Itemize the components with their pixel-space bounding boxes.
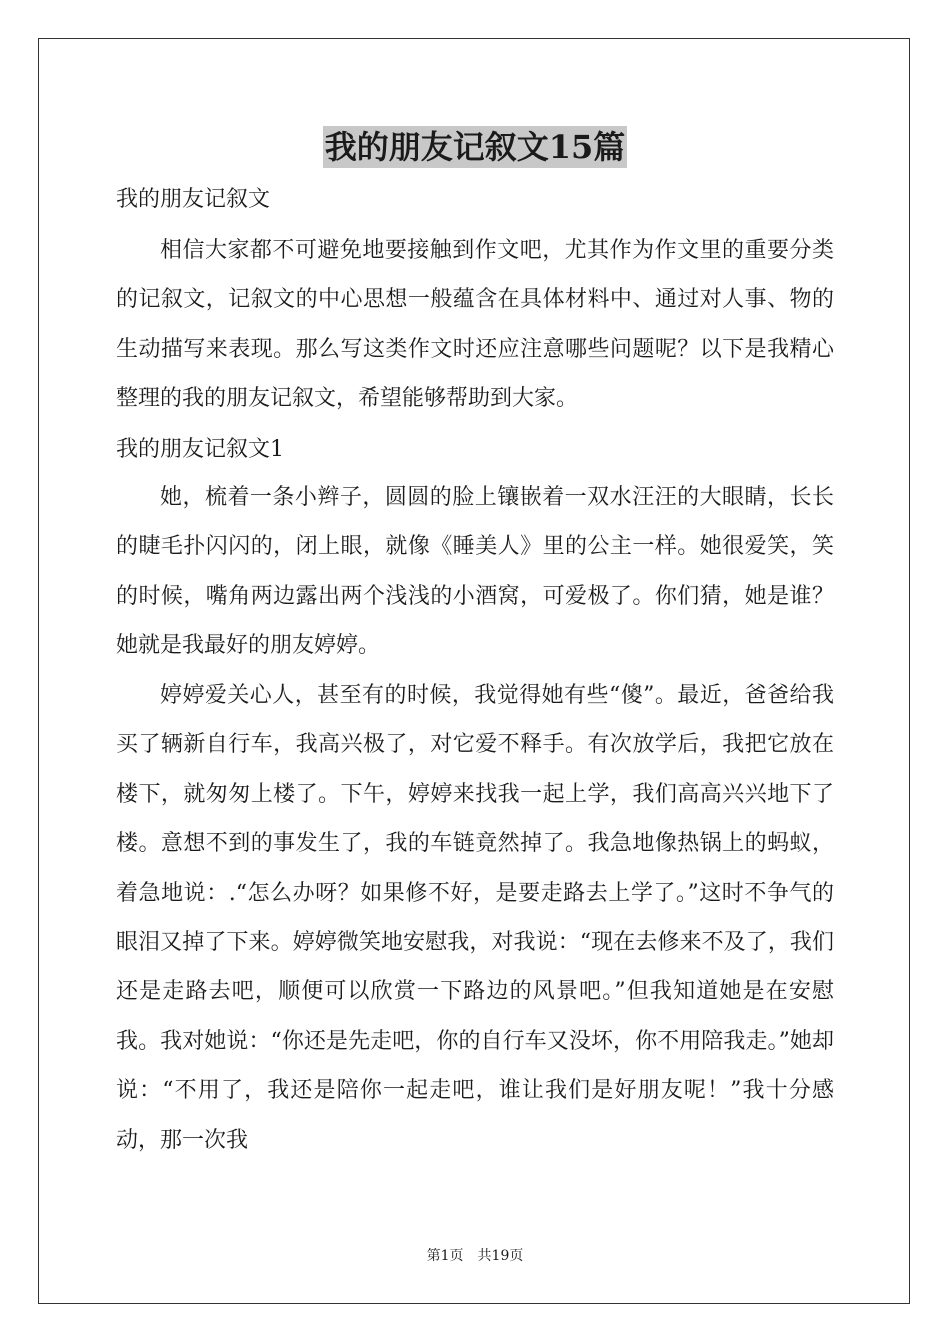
page-total: 共19页 xyxy=(477,1248,524,1264)
section-heading: 我的朋友记叙文1 xyxy=(116,437,284,462)
document-title-text: 我的朋友记叙文15篇 xyxy=(324,128,626,166)
intro-heading: 我的朋友记叙文 xyxy=(116,187,271,212)
document-title xyxy=(116,126,834,172)
section-paragraph: 婷婷爱关心人，甚至有的时候，我觉得她有些“傻”。最近，爸爸给我买了辆新自行车，我高兴极了，对它爱不释手。有次放学后，我把它放在楼下，就匆匆上楼了。下午，婷婷来找我一起上学，我们高高兴兴地下了楼。意想不到的事发生了，我的车链竟然掉了。我急地像热锅上的蚂蚁，着急地说：.“怎么办呀？如果修不好，是要走路去上学了。”这时不争气的眼泪又掉了下来。婷婷微笑地安慰我，对我说：“现在去修来不及了，我们还是走路去吧，顺便可以欣赏一下路边的风景吧。”但我知道她是在安慰我。我对她说：“你还是先走吧，你的自行车又没坏，你不用陪我走。”她却说：“不用了，我还是陪你一起走吧，谁让我们是好朋友呢！”我十分感动，那一次我 xyxy=(116,683,834,1153)
page-number: 第1页 xyxy=(426,1248,464,1264)
section-paragraph: 她，梳着一条小辫子，圆圆的脸上镶嵌着一双水汪汪的大眼睛，长长的睫毛扑闪闪的，闭上眼，就像《睡美人》里的公主一样。她很爱笑，笑的时候，嘴角两边露出两个浅浅的小酒窝，可爱极了。你们猜，她是谁？她就是我最好的朋友婷婷。 xyxy=(116,485,834,659)
intro-paragraph: 相信大家都不可避免地要接触到作文吧，尤其作为作文里的重要分类的记叙文，记叙文的中心思想一般蕴含在具体材料中、通过对人事、物的生动描写来表现。那么写这类作文时还应注意哪些问题呢？以下是我精心整理的我的朋友记叙文，希望能够帮助到大家。 xyxy=(116,238,834,412)
page-footer xyxy=(0,1246,950,1266)
